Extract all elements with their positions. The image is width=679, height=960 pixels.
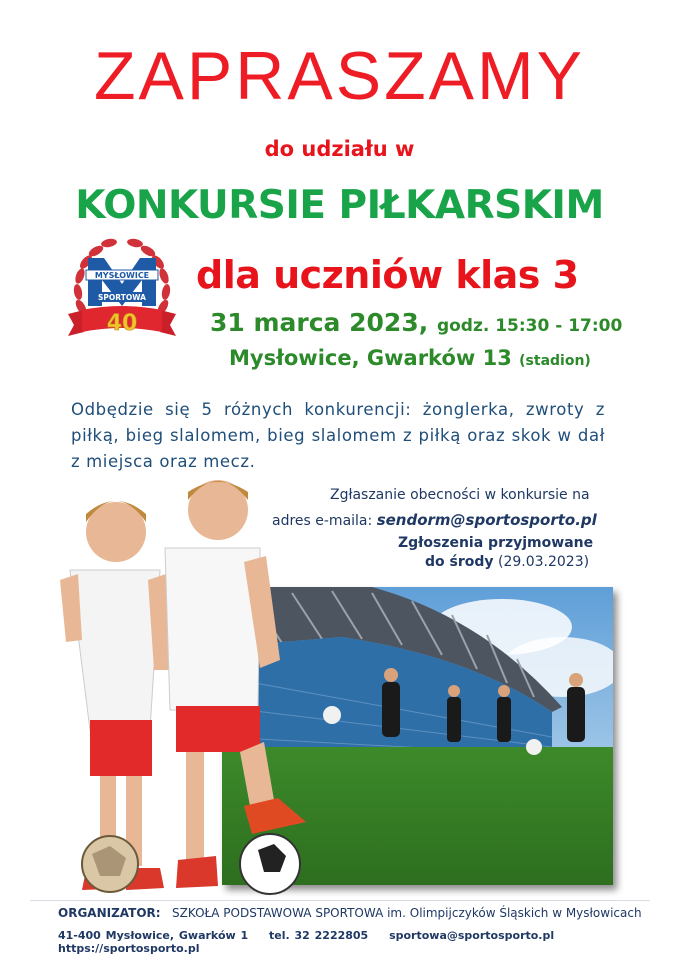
logo-line2: SPORTOWA: [98, 293, 146, 302]
deadline-date: (29.03.2023): [497, 554, 590, 570]
deadline-label: do środy: [425, 554, 494, 570]
event-place: Mysłowice, Gwarków 13: [229, 346, 512, 370]
event-date: 31 marca 2023,: [210, 308, 429, 337]
organizer-line: [58, 906, 642, 920]
registration-line2: [272, 511, 597, 529]
registration-deadline: [425, 554, 589, 570]
event-time: godz. 15:30 - 17:00: [436, 316, 623, 336]
footer-website[interactable]: https://sportosporto.pl: [58, 942, 200, 955]
kids-illustration: [30, 470, 320, 910]
registration-email[interactable]: sendorm@sportosporto.pl: [376, 511, 597, 529]
organizer-label: ORGANIZATOR:: [58, 906, 161, 920]
intro-text: do udziału w: [264, 137, 415, 161]
footer-divider: [30, 900, 650, 901]
date-line: [210, 308, 622, 337]
place-line: [229, 346, 591, 370]
contact-line: [58, 929, 679, 955]
logo-line1: MYSŁOWICE: [94, 271, 150, 280]
school-logo: [64, 232, 180, 348]
footer-phone: tel. 32 2222805: [269, 929, 369, 942]
description: Odbędzie się 5 różnych konkurencji: żonglerka, zwroty z piłką, bieg slalomem, bieg slalomem z piłką oraz skok w dał z miejsca oraz mecz.: [71, 400, 605, 471]
event-name: KONKURSIE PIŁKARSKIM: [75, 183, 604, 228]
audience: dla uczniów klas 3: [196, 253, 579, 297]
registration-line1: Zgłaszanie obecności w konkursie na: [330, 487, 590, 503]
headline: ZAPRASZAMY: [94, 38, 585, 114]
footer-address: 41-400 Mysłowice, Gwarków 1: [58, 929, 249, 942]
email-prefix: adres e-maila:: [272, 513, 373, 529]
organizer-name: SZKOŁA PODSTAWOWA SPORTOWA im. Olimpijczyków Śląskich w Mysłowicach: [172, 906, 642, 920]
logo-number: 40: [106, 311, 138, 336]
registration-line3: Zgłoszenia przyjmowane: [398, 535, 594, 551]
footer-email[interactable]: sportowa@sportosporto.pl: [389, 929, 555, 942]
place-note: (stadion): [519, 353, 591, 369]
